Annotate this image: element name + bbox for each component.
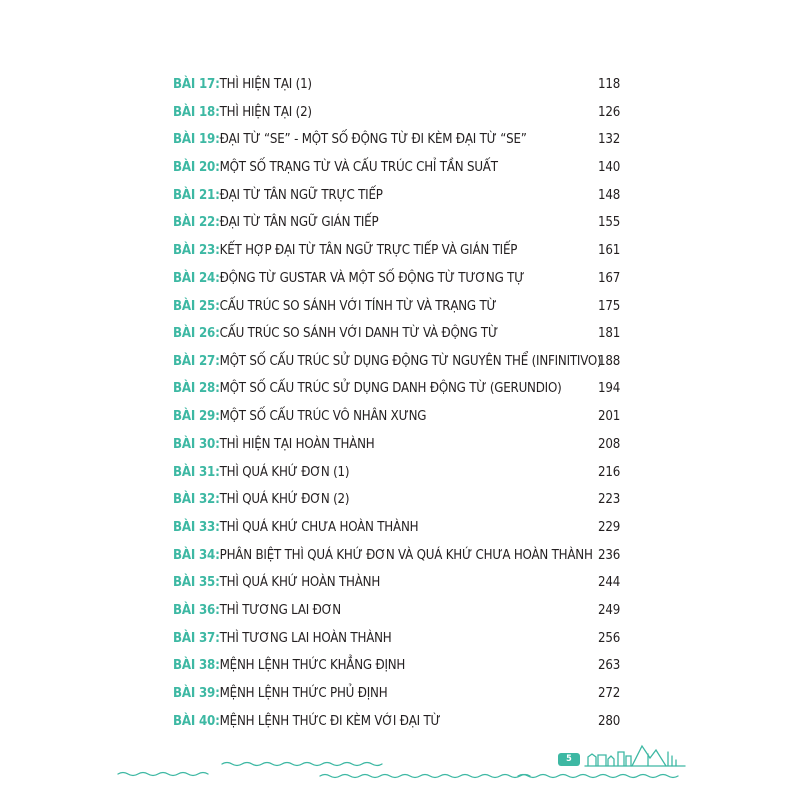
lesson-title: THÌ QUÁ KHỨ ĐƠN (2): [219, 491, 350, 507]
page-number: 140: [598, 159, 621, 175]
lesson-number: BÀI 25:: [173, 298, 220, 314]
toc-entry[interactable]: [173, 404, 623, 428]
lesson-number: BÀI 20:: [173, 159, 220, 175]
lesson-number: BÀI 40:: [173, 713, 220, 729]
lesson-number: BÀI 28:: [173, 380, 220, 396]
page-number: 216: [598, 464, 621, 480]
lesson-number: BÀI 33:: [173, 519, 220, 535]
lesson-number: BÀI 22:: [173, 214, 220, 230]
wave-line-left: [118, 773, 208, 776]
lesson-title: THÌ QUÁ KHỨ ĐƠN (1): [219, 464, 350, 480]
lesson-title: MỘT SỐ CẤU TRÚC SỬ DỤNG ĐỘNG TỪ NGUYÊN THỂ (INFINITIVO): [219, 353, 602, 369]
lesson-title: MỘT SỐ CẤU TRÚC SỬ DỤNG DANH ĐỘNG TỪ (GERUNDIO): [219, 380, 562, 396]
page-number: 244: [598, 574, 621, 590]
wave-line-right: [518, 775, 678, 778]
lesson-number: BÀI 18:: [173, 104, 220, 120]
toc-entry[interactable]: [173, 460, 623, 484]
toc-entry[interactable]: [173, 515, 623, 539]
lesson-number: BÀI 34:: [173, 547, 220, 563]
toc-entry[interactable]: [173, 570, 623, 594]
page-number: 181: [598, 325, 621, 341]
building-icon: [618, 752, 631, 766]
lesson-title: CẤU TRÚC SO SÁNH VỚI TÍNH TỪ VÀ TRẠNG TỪ: [219, 298, 497, 314]
toc-entry[interactable]: [173, 681, 623, 705]
page-number: 201: [598, 408, 621, 424]
page-number: 161: [598, 242, 621, 258]
toc-entry[interactable]: [173, 653, 623, 677]
page-number: 263: [598, 657, 621, 673]
page-number: 256: [598, 630, 621, 646]
toc-entry[interactable]: [173, 626, 623, 650]
lesson-title: MỆNH LỆNH THỨC ĐI KÈM VỚI ĐẠI TỪ: [219, 713, 441, 729]
page-number: 126: [598, 104, 621, 120]
lesson-number: BÀI 38:: [173, 657, 220, 673]
page-number: 249: [598, 602, 621, 618]
lesson-title: THÌ HIỆN TẠI (2): [219, 104, 312, 120]
page-number: 280: [598, 713, 621, 729]
lesson-title: KẾT HỢP ĐẠI TỪ TÂN NGỮ TRỰC TIẾP VÀ GIÁN TIẾP: [219, 242, 518, 258]
toc-entry[interactable]: [173, 183, 623, 207]
page-number: 148: [598, 187, 621, 203]
page-number: 175: [598, 298, 621, 314]
lesson-title: THÌ TƯƠNG LAI HOÀN THÀNH: [219, 630, 392, 646]
tower-icon: [668, 752, 676, 766]
lesson-number: BÀI 24:: [173, 270, 220, 286]
page-number: 223: [598, 491, 621, 507]
lesson-number: BÀI 21:: [173, 187, 220, 203]
toc-entry[interactable]: [173, 432, 623, 456]
page-number: 188: [598, 353, 621, 369]
lesson-title: MỆNH LỆNH THỨC PHỦ ĐỊNH: [219, 685, 388, 701]
mountain-icon: [632, 746, 666, 766]
toc-entry[interactable]: [173, 155, 623, 179]
lesson-number: BÀI 31:: [173, 464, 220, 480]
toc-entry[interactable]: [173, 349, 623, 373]
lesson-title: ĐẠI TỪ TÂN NGỮ TRỰC TIẾP: [219, 187, 383, 203]
lesson-title: ĐỘNG TỪ GUSTAR VÀ MỘT SỐ ĐỘNG TỪ TƯƠNG TỰ: [219, 270, 525, 286]
wave-line-center-2: [320, 775, 530, 778]
toc-entry[interactable]: [173, 294, 623, 318]
lesson-number: BÀI 39:: [173, 685, 220, 701]
page-number: 236: [598, 547, 621, 563]
page-number: 167: [598, 270, 621, 286]
page-number-badge: 5: [558, 753, 580, 766]
lesson-title: THÌ HIỆN TẠI HOÀN THÀNH: [219, 436, 375, 452]
lesson-number: BÀI 23:: [173, 242, 220, 258]
toc-entry[interactable]: [173, 72, 623, 96]
page-number: 208: [598, 436, 621, 452]
page-number: 229: [598, 519, 621, 535]
toc-entry[interactable]: [173, 266, 623, 290]
lesson-number: BÀI 27:: [173, 353, 220, 369]
lesson-title: THÌ QUÁ KHỨ HOÀN THÀNH: [219, 574, 381, 590]
lesson-number: BÀI 36:: [173, 602, 220, 618]
lesson-number: BÀI 26:: [173, 325, 220, 341]
page-number: 118: [598, 76, 621, 92]
lesson-number: BÀI 19:: [173, 131, 220, 147]
toc-entry[interactable]: [173, 487, 623, 511]
lesson-title: MỘT SỐ TRẠNG TỪ VÀ CẤU TRÚC CHỈ TẦN SUẤT: [219, 159, 498, 175]
page-number: 194: [598, 380, 621, 396]
toc-entry[interactable]: [173, 598, 623, 622]
page-number: 272: [598, 685, 621, 701]
lesson-title: THÌ QUÁ KHỨ CHƯA HOÀN THÀNH: [219, 519, 419, 535]
toc-entry[interactable]: [173, 709, 623, 733]
lesson-title: PHÂN BIỆT THÌ QUÁ KHỨ ĐƠN VÀ QUÁ KHỨ CHƯA HOÀN THÀNH: [219, 547, 593, 563]
lesson-title: MỘT SỐ CẤU TRÚC VÔ NHÂN XƯNG: [219, 408, 427, 424]
page-number: 155: [598, 214, 621, 230]
town-house-icon: [588, 754, 614, 766]
toc-entry[interactable]: [173, 127, 623, 151]
toc-entry[interactable]: [173, 321, 623, 345]
lesson-number: BÀI 37:: [173, 630, 220, 646]
lesson-number: BÀI 30:: [173, 436, 220, 452]
toc-entry[interactable]: [173, 238, 623, 262]
lesson-title: THÌ HIỆN TẠI (1): [219, 76, 312, 92]
toc-entry[interactable]: [173, 210, 623, 234]
lesson-title: ĐẠI TỪ “SE” - MỘT SỐ ĐỘNG TỪ ĐI KÈM ĐẠI TỪ “SE”: [219, 131, 527, 147]
lesson-title: THÌ TƯƠNG LAI ĐƠN: [219, 602, 341, 618]
lesson-number: BÀI 32:: [173, 491, 220, 507]
wave-line-center: [222, 763, 382, 766]
lesson-title: CẤU TRÚC SO SÁNH VỚI DANH TỪ VÀ ĐỘNG TỪ: [219, 325, 498, 341]
lesson-number: BÀI 29:: [173, 408, 220, 424]
lesson-title: MỆNH LỆNH THỨC KHẲNG ĐỊNH: [219, 657, 406, 673]
page-number: 132: [598, 131, 621, 147]
toc-entry[interactable]: [173, 376, 623, 400]
lesson-number: BÀI 35:: [173, 574, 220, 590]
lesson-number: BÀI 17:: [173, 76, 220, 92]
toc-entry[interactable]: [173, 543, 623, 567]
lesson-title: ĐẠI TỪ TÂN NGỮ GIÁN TIẾP: [219, 214, 379, 230]
footer-decoration: [0, 735, 800, 800]
toc-entry[interactable]: [173, 100, 623, 124]
